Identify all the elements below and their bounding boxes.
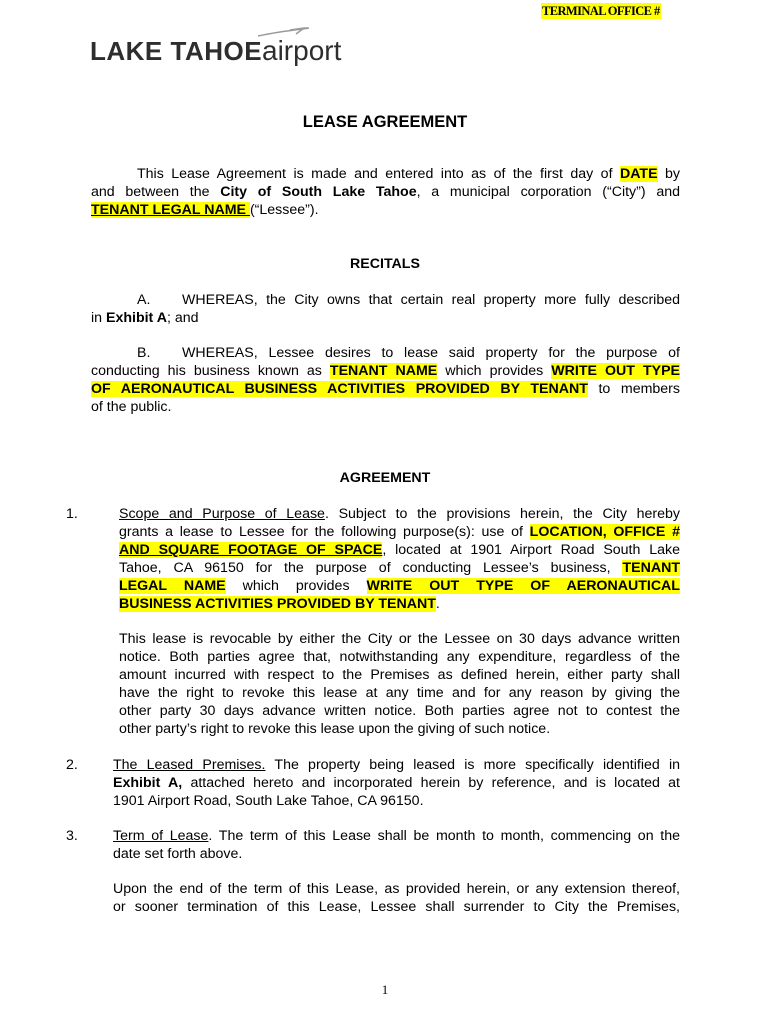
recital-text: WHEREAS, Lessee desires to lease said property for the purpose of — [182, 345, 680, 361]
exhibit-a-ref: Exhibit A — [105, 310, 167, 326]
tenant-legal-name-field: TENANT — [622, 560, 680, 576]
intro-line-2 — [91, 183, 680, 201]
section-text: The property being leased is more specifically identified in — [265, 757, 681, 773]
section-text: amount incurred with respect to the Premises as defined herein, either party shall — [119, 667, 680, 683]
intro-text: and between the — [91, 184, 221, 200]
section-1-line-2 — [119, 523, 680, 541]
section-1-line-6 — [119, 595, 440, 613]
intro-text: by — [657, 166, 680, 182]
section-1-title: Scope and Purpose of Lease — [119, 506, 325, 522]
tenant-legal-name-field: TENANT LEGAL NAME — [91, 202, 250, 218]
section-1-line-1 — [119, 505, 680, 523]
exhibit-a-ref: Exhibit A, — [113, 775, 183, 791]
section-1-p2-line-2 — [119, 648, 680, 666]
intro-text: (“Lessee”). — [249, 202, 319, 218]
location-field: LOCATION, OFFICE # — [529, 524, 680, 540]
section-text: . The term of this Lease shall be month to month, commencing on the — [208, 828, 680, 844]
section-text: . Subject to the provisions herein, the City hereby — [324, 506, 680, 522]
section-3-title: Term of Lease — [113, 828, 209, 844]
section-2-line-2 — [113, 774, 680, 792]
tenant-name-field: TENANT NAME — [329, 363, 438, 379]
section-text: . — [435, 596, 440, 612]
section-text: This lease is revocable by either the City or the Lessee on 30 days advance written — [119, 631, 680, 647]
business-activity-field: OF AERONAUTICAL BUSINESS ACTIVITIES PROVIDED BY TENANT — [91, 381, 588, 397]
recital-text: ; and — [166, 310, 199, 326]
recital-a-line-1 — [182, 291, 680, 309]
section-3-p2-line-1 — [113, 880, 680, 898]
page-number: 1 — [381, 982, 389, 997]
intro-text: , a municipal corporation (“City”) and — [416, 184, 681, 200]
section-1-p2-line-1 — [119, 630, 680, 648]
document-title: LEASE AGREEMENT — [302, 113, 468, 131]
section-3-p2-line-2 — [113, 898, 680, 916]
business-activity-field: BUSINESS ACTIVITIES PROVIDED BY TENANT — [119, 596, 436, 612]
section-1-p2-line-6: other party’s right to revoke this lease upon the giving of such notice. — [119, 721, 551, 737]
section-1-line-3 — [119, 541, 680, 559]
section-text: Upon the end of the term of this Lease, as provided herein, or any extension thereof, — [113, 881, 680, 897]
recital-text: WHEREAS, the City owns that certain real property more fully described — [182, 292, 680, 308]
section-1-number: 1. — [66, 506, 78, 522]
recital-b-line-3 — [91, 380, 680, 398]
recital-b-line-4: of the public. — [91, 399, 172, 415]
section-2-title: The Leased Premises. — [113, 757, 266, 773]
section-text: which provides — [225, 578, 367, 594]
date-field: DATE — [619, 166, 658, 182]
section-text: grants a lease to Lessee for the following purpose(s): use of — [119, 524, 530, 540]
recitals-heading: RECITALS — [350, 256, 420, 272]
recital-b-line-1 — [182, 344, 680, 362]
logo-brand-text: LAKE TAHOE — [90, 36, 263, 66]
recital-text: in — [91, 310, 106, 326]
terminal-office-field: TERMINAL OFFICE # — [542, 4, 660, 18]
section-1-p2-line-5 — [119, 702, 680, 720]
recital-b-marker: B. — [137, 345, 151, 361]
section-3-line-1 — [113, 827, 680, 845]
recital-b-line-2 — [91, 362, 680, 380]
location-field: AND SQUARE FOOTAGE OF SPACE — [119, 542, 383, 558]
recital-text: to members — [587, 381, 681, 397]
agreement-heading: AGREEMENT — [339, 470, 431, 486]
business-activity-field: WRITE OUT TYPE — [551, 363, 681, 379]
business-activity-field: WRITE OUT TYPE OF AERONAUTICAL — [366, 578, 680, 594]
section-1-p2-line-3 — [119, 666, 680, 684]
section-text: have the right to revoke this lease at any time and for any reason by giving the — [119, 685, 680, 701]
recital-text: conducting his business known as — [91, 363, 330, 379]
section-1-line-4 — [119, 559, 680, 577]
section-2-number: 2. — [66, 757, 78, 773]
section-text: , located at 1901 Airport Road South Lake — [382, 542, 680, 558]
lake-tahoe-airport-logo — [90, 26, 380, 68]
section-text: notice. Both parties agree that, notwithstanding any expenditure, regardless of the — [119, 649, 680, 665]
section-text: Tahoe, CA 96150 for the purpose of conducting Lessee’s business, — [119, 560, 623, 576]
intro-line-3 — [91, 201, 319, 219]
tenant-legal-name-field: LEGAL NAME — [119, 578, 226, 594]
recital-text: which provides — [437, 363, 552, 379]
section-text: or sooner termination of this Lease, Lessee shall surrender to City the Premises, — [113, 899, 680, 915]
intro-text: This Lease Agreement is made and entered into as of the first day of — [137, 166, 620, 182]
section-text: other party 30 days advance written notice. Both parties agree not to contest the — [119, 703, 680, 719]
section-1-line-5 — [119, 577, 680, 595]
section-text: attached hereto and incorporated herein by reference, and is located at — [182, 775, 680, 791]
section-3-line-2: date set forth above. — [113, 846, 243, 862]
intro-line-1 — [137, 165, 680, 183]
recital-a-line-2 — [91, 309, 199, 327]
recital-a-marker: A. — [137, 292, 151, 308]
city-name: City of South Lake Tahoe — [220, 184, 417, 200]
section-2-line-1 — [113, 756, 680, 774]
section-1-p2-line-4 — [119, 684, 680, 702]
logo-suffix-text: airport — [262, 35, 342, 66]
section-2-line-3: 1901 Airport Road, South Lake Tahoe, CA 96150. — [113, 793, 424, 809]
section-3-number: 3. — [66, 828, 78, 844]
